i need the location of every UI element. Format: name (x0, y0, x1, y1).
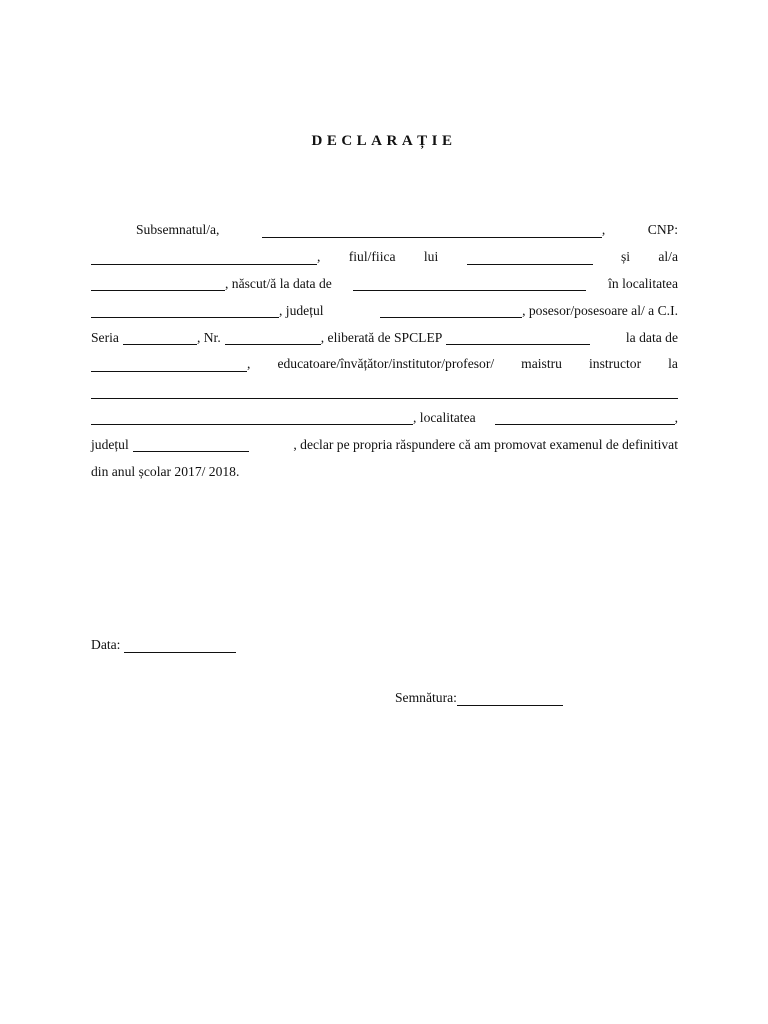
name-field[interactable] (262, 225, 602, 238)
locality-field[interactable] (495, 412, 675, 425)
locality-label: , localitatea (413, 409, 476, 425)
cnp-field[interactable] (91, 252, 317, 265)
declaration-body (91, 217, 678, 492)
declaration-statement: , declar pe propria răspundere că am promovat examenul de definitivat (293, 436, 678, 452)
maistru-label: maistru (521, 356, 562, 372)
id-series-field[interactable] (123, 332, 197, 345)
comma-text: , (247, 356, 251, 372)
birth-place-field[interactable] (91, 305, 279, 318)
father-name-field[interactable] (467, 252, 593, 265)
comma-text: , (601, 222, 606, 238)
signature-row (395, 690, 563, 706)
cnp-label: CNP: (647, 222, 678, 238)
issuer-field[interactable] (446, 332, 590, 345)
nr-label: , Nr. (196, 329, 221, 345)
lui-label: lui (423, 249, 439, 265)
signature-field[interactable] (457, 693, 563, 706)
birth-date-field[interactable] (353, 278, 586, 291)
seria-label: Seria (91, 329, 119, 345)
school-year-text: din anul școlar 2017/ 2018. (91, 463, 240, 479)
county-label: , județul (279, 302, 324, 318)
declaration-line-4 (91, 297, 678, 324)
profession-label: educatoare/învățător/institutor/profesor/ (277, 356, 495, 372)
date-row (91, 637, 236, 653)
document-title: DECLARAȚIE (311, 133, 457, 149)
id-number-field[interactable] (225, 332, 321, 345)
signature-label: Semnătura: (395, 690, 457, 705)
la-label: la (668, 356, 678, 372)
comma-text: , (674, 409, 678, 425)
declaration-line-3 (91, 271, 678, 298)
instructor-label: instructor (589, 356, 642, 372)
issue-date-field[interactable] (91, 359, 247, 372)
subsemnatul-label: Subsemnatul/a, (136, 222, 220, 238)
al-a-label: al/a (658, 249, 678, 265)
declaration-line-7 (91, 378, 678, 405)
mother-name-field[interactable] (91, 278, 225, 291)
issue-date-label: la data de (625, 329, 678, 345)
county-field[interactable] (380, 305, 522, 318)
declaration-line-8 (91, 405, 678, 432)
declaration-line-1 (91, 217, 678, 244)
institution-field[interactable] (91, 386, 678, 399)
si-label: și (620, 249, 631, 265)
birth-date-label: , născut/ă la data de (225, 275, 332, 291)
declaration-line-6 (91, 351, 678, 378)
declaration-line-10 (91, 458, 678, 485)
declaration-line-2 (91, 244, 678, 271)
id-holder-label: , posesor/posesoare al/ a C.I. (522, 302, 678, 318)
date-field[interactable] (124, 640, 236, 653)
institution-county-field[interactable] (133, 439, 249, 452)
birth-place-label: în localitatea (608, 275, 678, 291)
declaration-line-5 (91, 324, 678, 351)
declaration-line-9 (91, 431, 678, 458)
issued-by-label: , eliberată de SPCLEP (320, 329, 443, 345)
institution-field-continued[interactable] (91, 412, 413, 425)
county-label-2: județul (91, 436, 129, 452)
date-label: Data: (91, 637, 121, 652)
fiul-fiica-label: fiul/fiica (348, 249, 396, 265)
comma-text: , (317, 249, 321, 265)
